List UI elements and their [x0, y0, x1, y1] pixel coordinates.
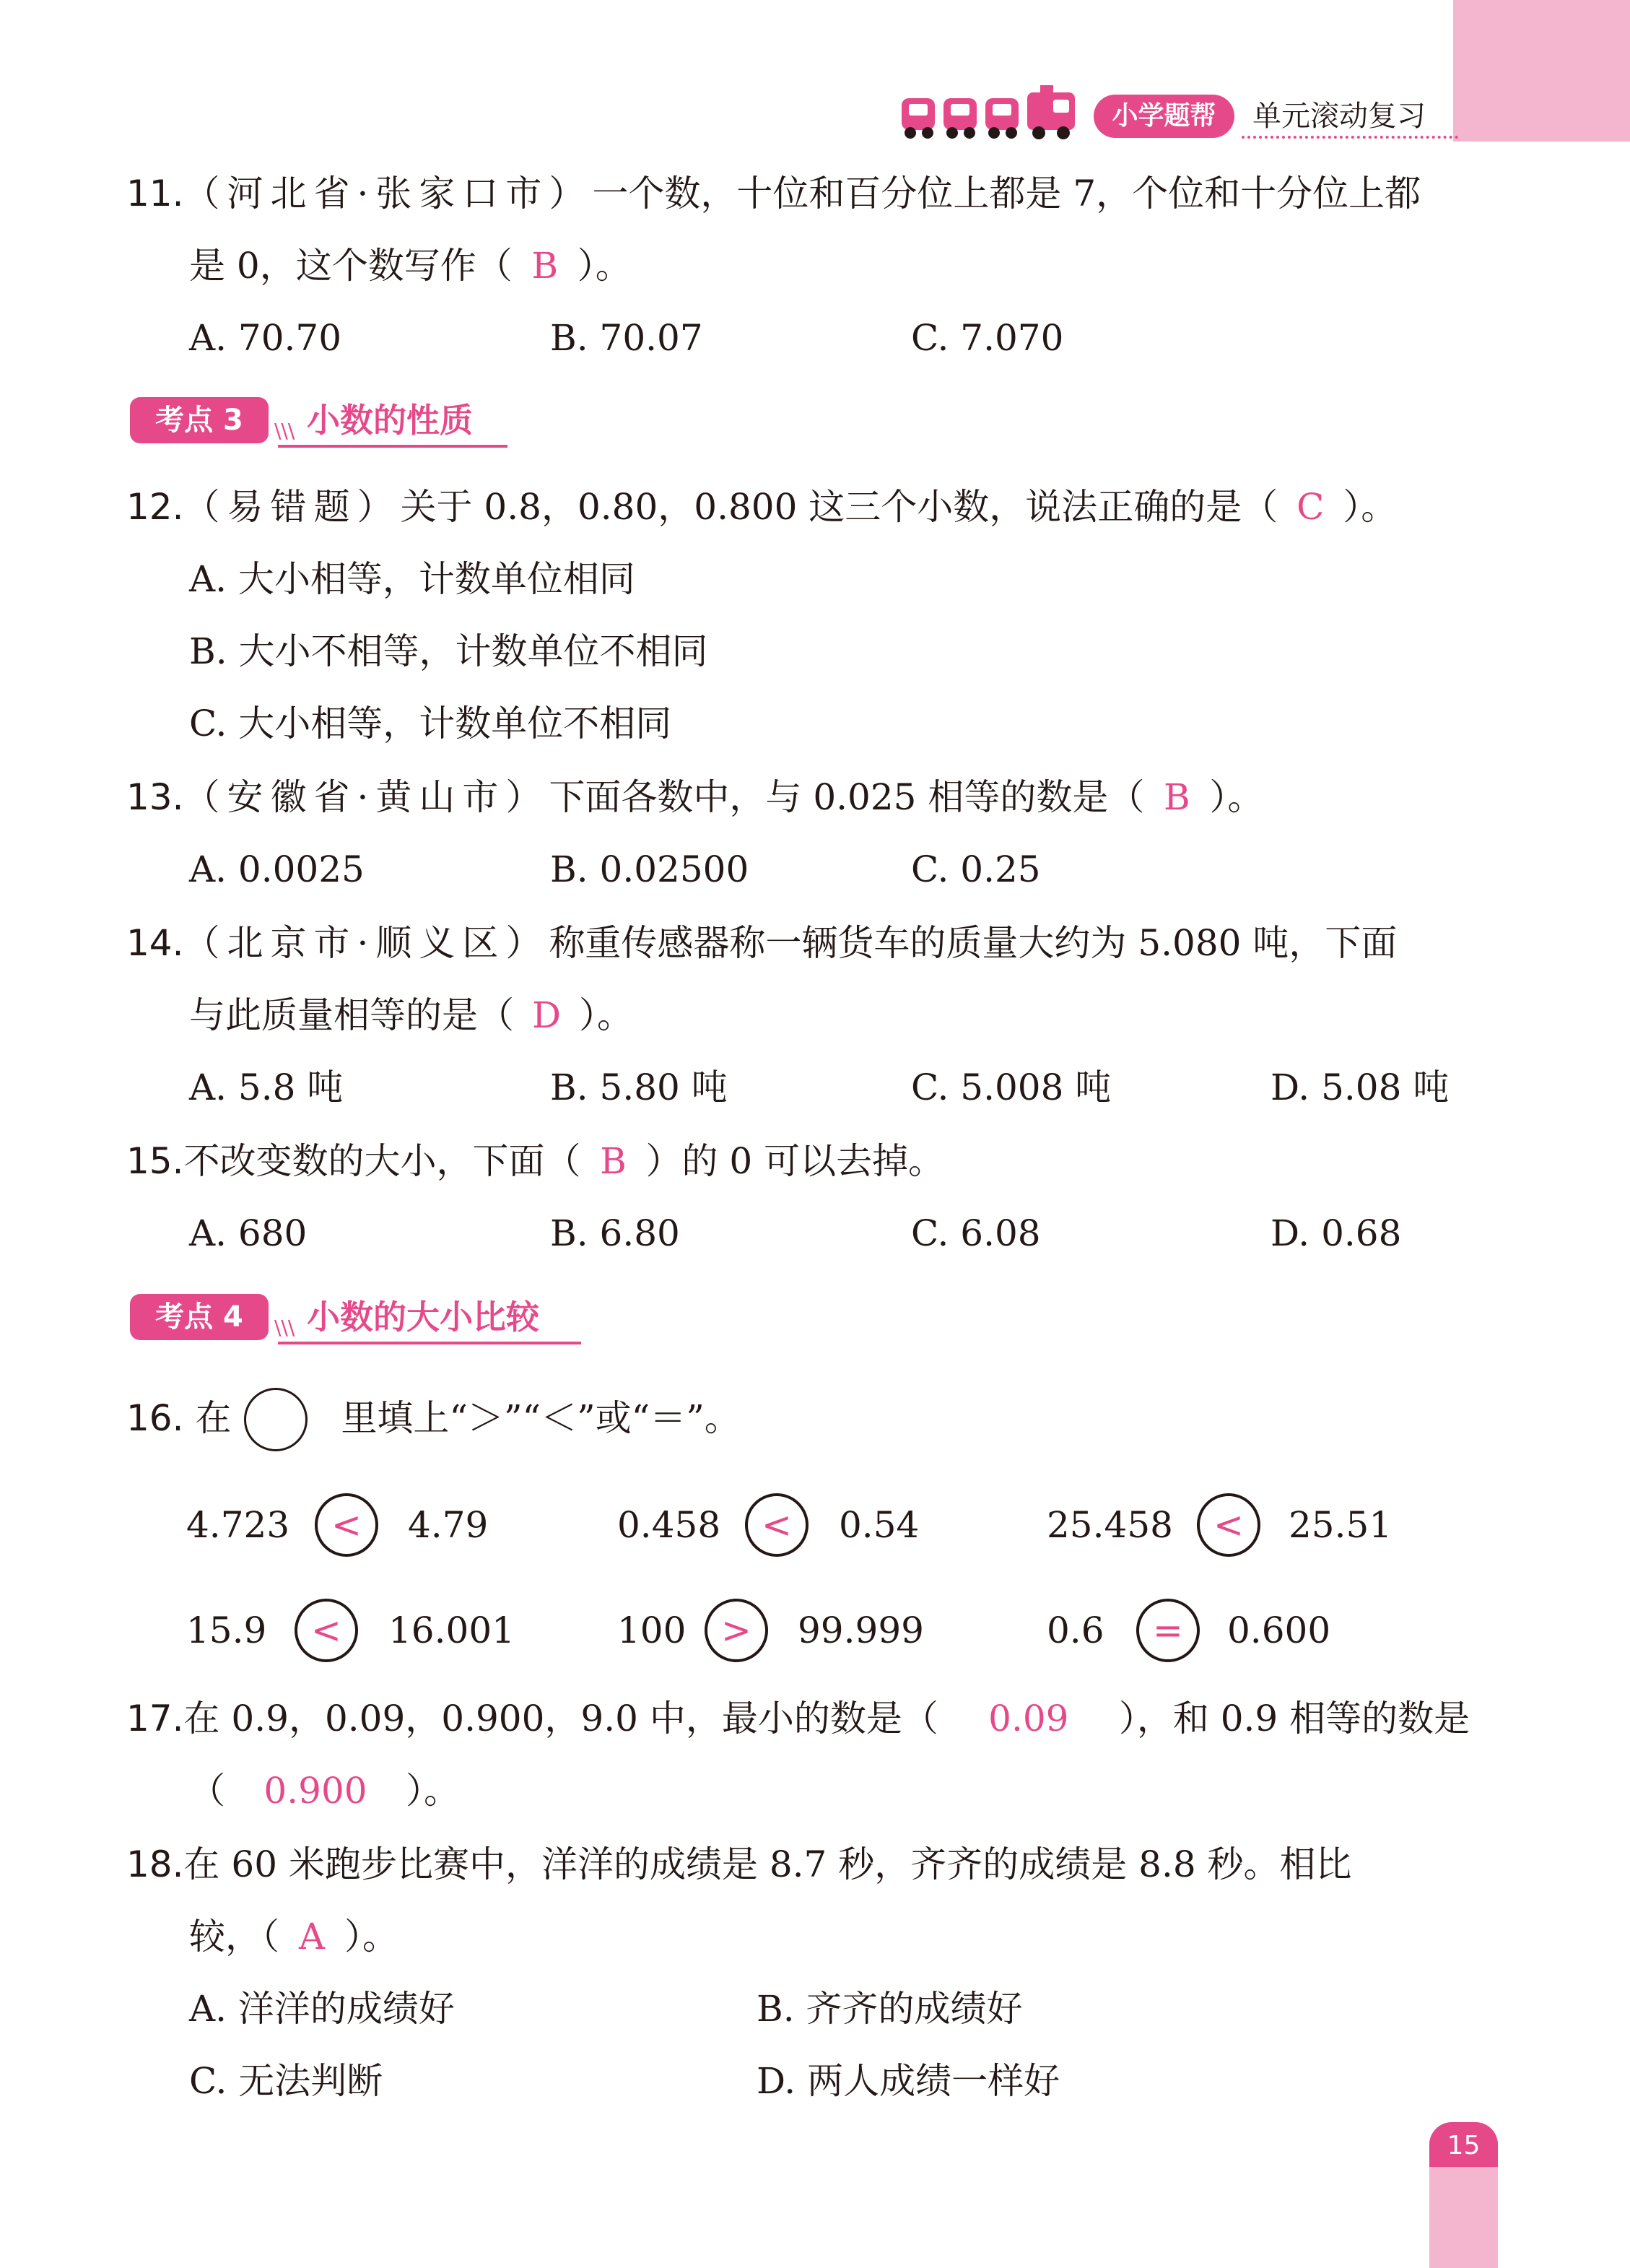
question-18-line-2	[189, 1913, 398, 1960]
option-a: A. 大小相等，计数单位相同	[189, 558, 635, 600]
compare-circle	[745, 1493, 809, 1557]
compare-right: 0.600	[1227, 1609, 1331, 1651]
question-text: 关于 0.8，0.80，0.800 这三个小数，说法正确的是（	[400, 486, 1278, 528]
question-11	[126, 170, 1421, 217]
question-text: 一个数，十位和百分位上都是 7，个位和十分位上都	[592, 173, 1421, 214]
answer-text: C	[1296, 486, 1325, 528]
question-text: 不改变数的大小，下面（	[183, 1140, 581, 1182]
train-icon	[899, 85, 1086, 143]
blank-circle-icon	[244, 1388, 308, 1451]
option-b: B. 齐齐的成绩好	[757, 1988, 1023, 2030]
question-text: 称重传感器称一辆货车的质量大约为 5.080 吨，下面	[549, 922, 1398, 964]
question-text: （	[189, 1770, 225, 1812]
question-text: ），和 0.9 相等的数是	[1118, 1698, 1470, 1739]
compare-symbol: >	[721, 1609, 751, 1651]
question-text: 较，（	[189, 1916, 279, 1958]
section-decoration: \\\	[274, 1316, 295, 1339]
question-source: （易错题）	[183, 486, 401, 528]
question-text: ）。	[344, 1916, 398, 1958]
question-12	[126, 484, 1397, 530]
compare-right: 16.001	[388, 1609, 515, 1651]
option-c: C. 7.070	[911, 317, 1064, 359]
question-source: （河北省·张家口市）	[183, 173, 593, 214]
option-b: B. 大小不相等，计数单位不相同	[189, 630, 708, 672]
section-badge: 考点 4	[130, 1294, 269, 1340]
brand-badge: 小学题帮	[1094, 95, 1234, 138]
compare-left: 100	[617, 1609, 687, 1651]
compare-left: 4.723	[186, 1504, 290, 1546]
answer-text: B	[531, 245, 559, 287]
question-text: ）。	[1209, 776, 1264, 818]
option-a: A. 5.8 吨	[189, 1066, 344, 1108]
compare-left: 25.458	[1047, 1504, 1173, 1546]
question-17	[126, 1695, 1470, 1742]
question-text: ）。	[1343, 486, 1398, 528]
compare-symbol: =	[1153, 1609, 1183, 1651]
question-number: 15.	[126, 1140, 184, 1182]
question-text: ）。	[579, 994, 633, 1036]
question-number: 18.	[126, 1843, 184, 1885]
question-number: 16.	[126, 1397, 184, 1439]
compare-circle	[295, 1599, 358, 1662]
compare-right: 99.999	[798, 1609, 924, 1651]
question-text: 下面各数中，与 0.025 相等的数是（	[549, 776, 1145, 818]
answer-text: A	[298, 1916, 326, 1958]
compare-circle	[1136, 1599, 1200, 1662]
option-c: C. 0.25	[911, 848, 1041, 890]
option-a: A. 70.70	[189, 317, 342, 359]
question-text: ）。	[406, 1770, 460, 1812]
option-c: C. 5.008 吨	[911, 1066, 1112, 1108]
option-a: A. 680	[189, 1212, 308, 1254]
option-b: B. 6.80	[550, 1212, 680, 1254]
compare-left: 0.6	[1047, 1609, 1104, 1651]
answer-text: D	[531, 994, 562, 1036]
header-dotted-line	[1242, 136, 1458, 139]
question-text: 与此质量相等的是（	[189, 994, 514, 1036]
compare-right: 25.51	[1289, 1504, 1393, 1546]
answer-text: B	[600, 1140, 627, 1182]
question-18	[126, 1841, 1352, 1887]
option-a: A. 0.0025	[189, 848, 365, 890]
question-number: 14.	[126, 922, 184, 964]
option-a: A. 洋洋的成绩好	[189, 1988, 455, 2030]
question-number: 17.	[126, 1698, 184, 1739]
question-text: ）。	[577, 245, 632, 287]
question-number: 13.	[126, 776, 184, 818]
compare-left: 15.9	[186, 1609, 267, 1651]
section-title: 小数的大小比较	[307, 1298, 539, 1337]
question-source: （安徽省·黄山市）	[183, 776, 549, 818]
option-c: C. 无法判断	[189, 2060, 383, 2102]
answer-text: 0.09	[988, 1698, 1069, 1739]
section-badge: 考点 3	[130, 397, 269, 443]
compare-circle	[315, 1493, 378, 1557]
question-text: 在 60 米跑步比赛中，洋洋的成绩是 8.7 秒，齐齐的成绩是 8.8 秒。相比	[183, 1843, 1352, 1885]
header-subtitle: 单元滚动复习	[1252, 100, 1426, 133]
compare-left: 0.458	[617, 1504, 721, 1546]
question-14	[126, 920, 1397, 966]
option-b: B. 5.80 吨	[550, 1066, 728, 1108]
option-d: D. 5.08 吨	[1271, 1066, 1450, 1108]
option-d: D. 0.68	[1271, 1212, 1402, 1254]
compare-symbol: <	[331, 1504, 362, 1546]
compare-symbol: <	[311, 1609, 341, 1651]
question-17-line-2	[189, 1768, 460, 1814]
question-text: 在	[195, 1397, 232, 1439]
compare-circle	[1197, 1493, 1260, 1557]
header-corner-block	[1453, 0, 1630, 142]
compare-right: 4.79	[408, 1504, 489, 1546]
answer-text: B	[1164, 776, 1190, 818]
option-c: C. 6.08	[911, 1212, 1041, 1254]
section-underline	[278, 445, 507, 448]
compare-circle	[705, 1599, 768, 1662]
question-13	[126, 774, 1263, 820]
question-15	[126, 1138, 944, 1184]
page-number: 15	[1429, 2122, 1498, 2167]
section-title: 小数的性质	[307, 401, 473, 440]
option-b: B. 0.02500	[550, 848, 749, 890]
question-text: ）的 0 可以去掉。	[645, 1140, 945, 1182]
option-c: C. 大小相等，计数单位不相同	[189, 703, 672, 744]
question-source: （北京市·顺义区）	[183, 922, 549, 964]
option-b: B. 70.07	[550, 317, 703, 359]
compare-right: 0.54	[839, 1504, 920, 1546]
question-16	[126, 1395, 741, 1441]
option-d: D. 两人成绩一样好	[757, 2060, 1060, 2102]
question-11-line-2	[189, 243, 632, 289]
section-decoration: \\\	[274, 419, 295, 443]
compare-symbol: <	[762, 1504, 792, 1546]
question-text: 是 0，这个数写作（	[189, 245, 513, 287]
question-number: 11.	[126, 173, 184, 214]
answer-text: 0.900	[263, 1770, 367, 1812]
compare-symbol: <	[1213, 1504, 1244, 1546]
question-text: 里填上“＞”“＜”或“＝”。	[341, 1397, 741, 1439]
question-14-line-2	[189, 992, 633, 1038]
question-text: 在 0.9，0.09，0.900，9.0 中，最小的数是（	[183, 1698, 938, 1739]
question-number: 12.	[126, 486, 184, 528]
section-underline	[278, 1342, 581, 1344]
